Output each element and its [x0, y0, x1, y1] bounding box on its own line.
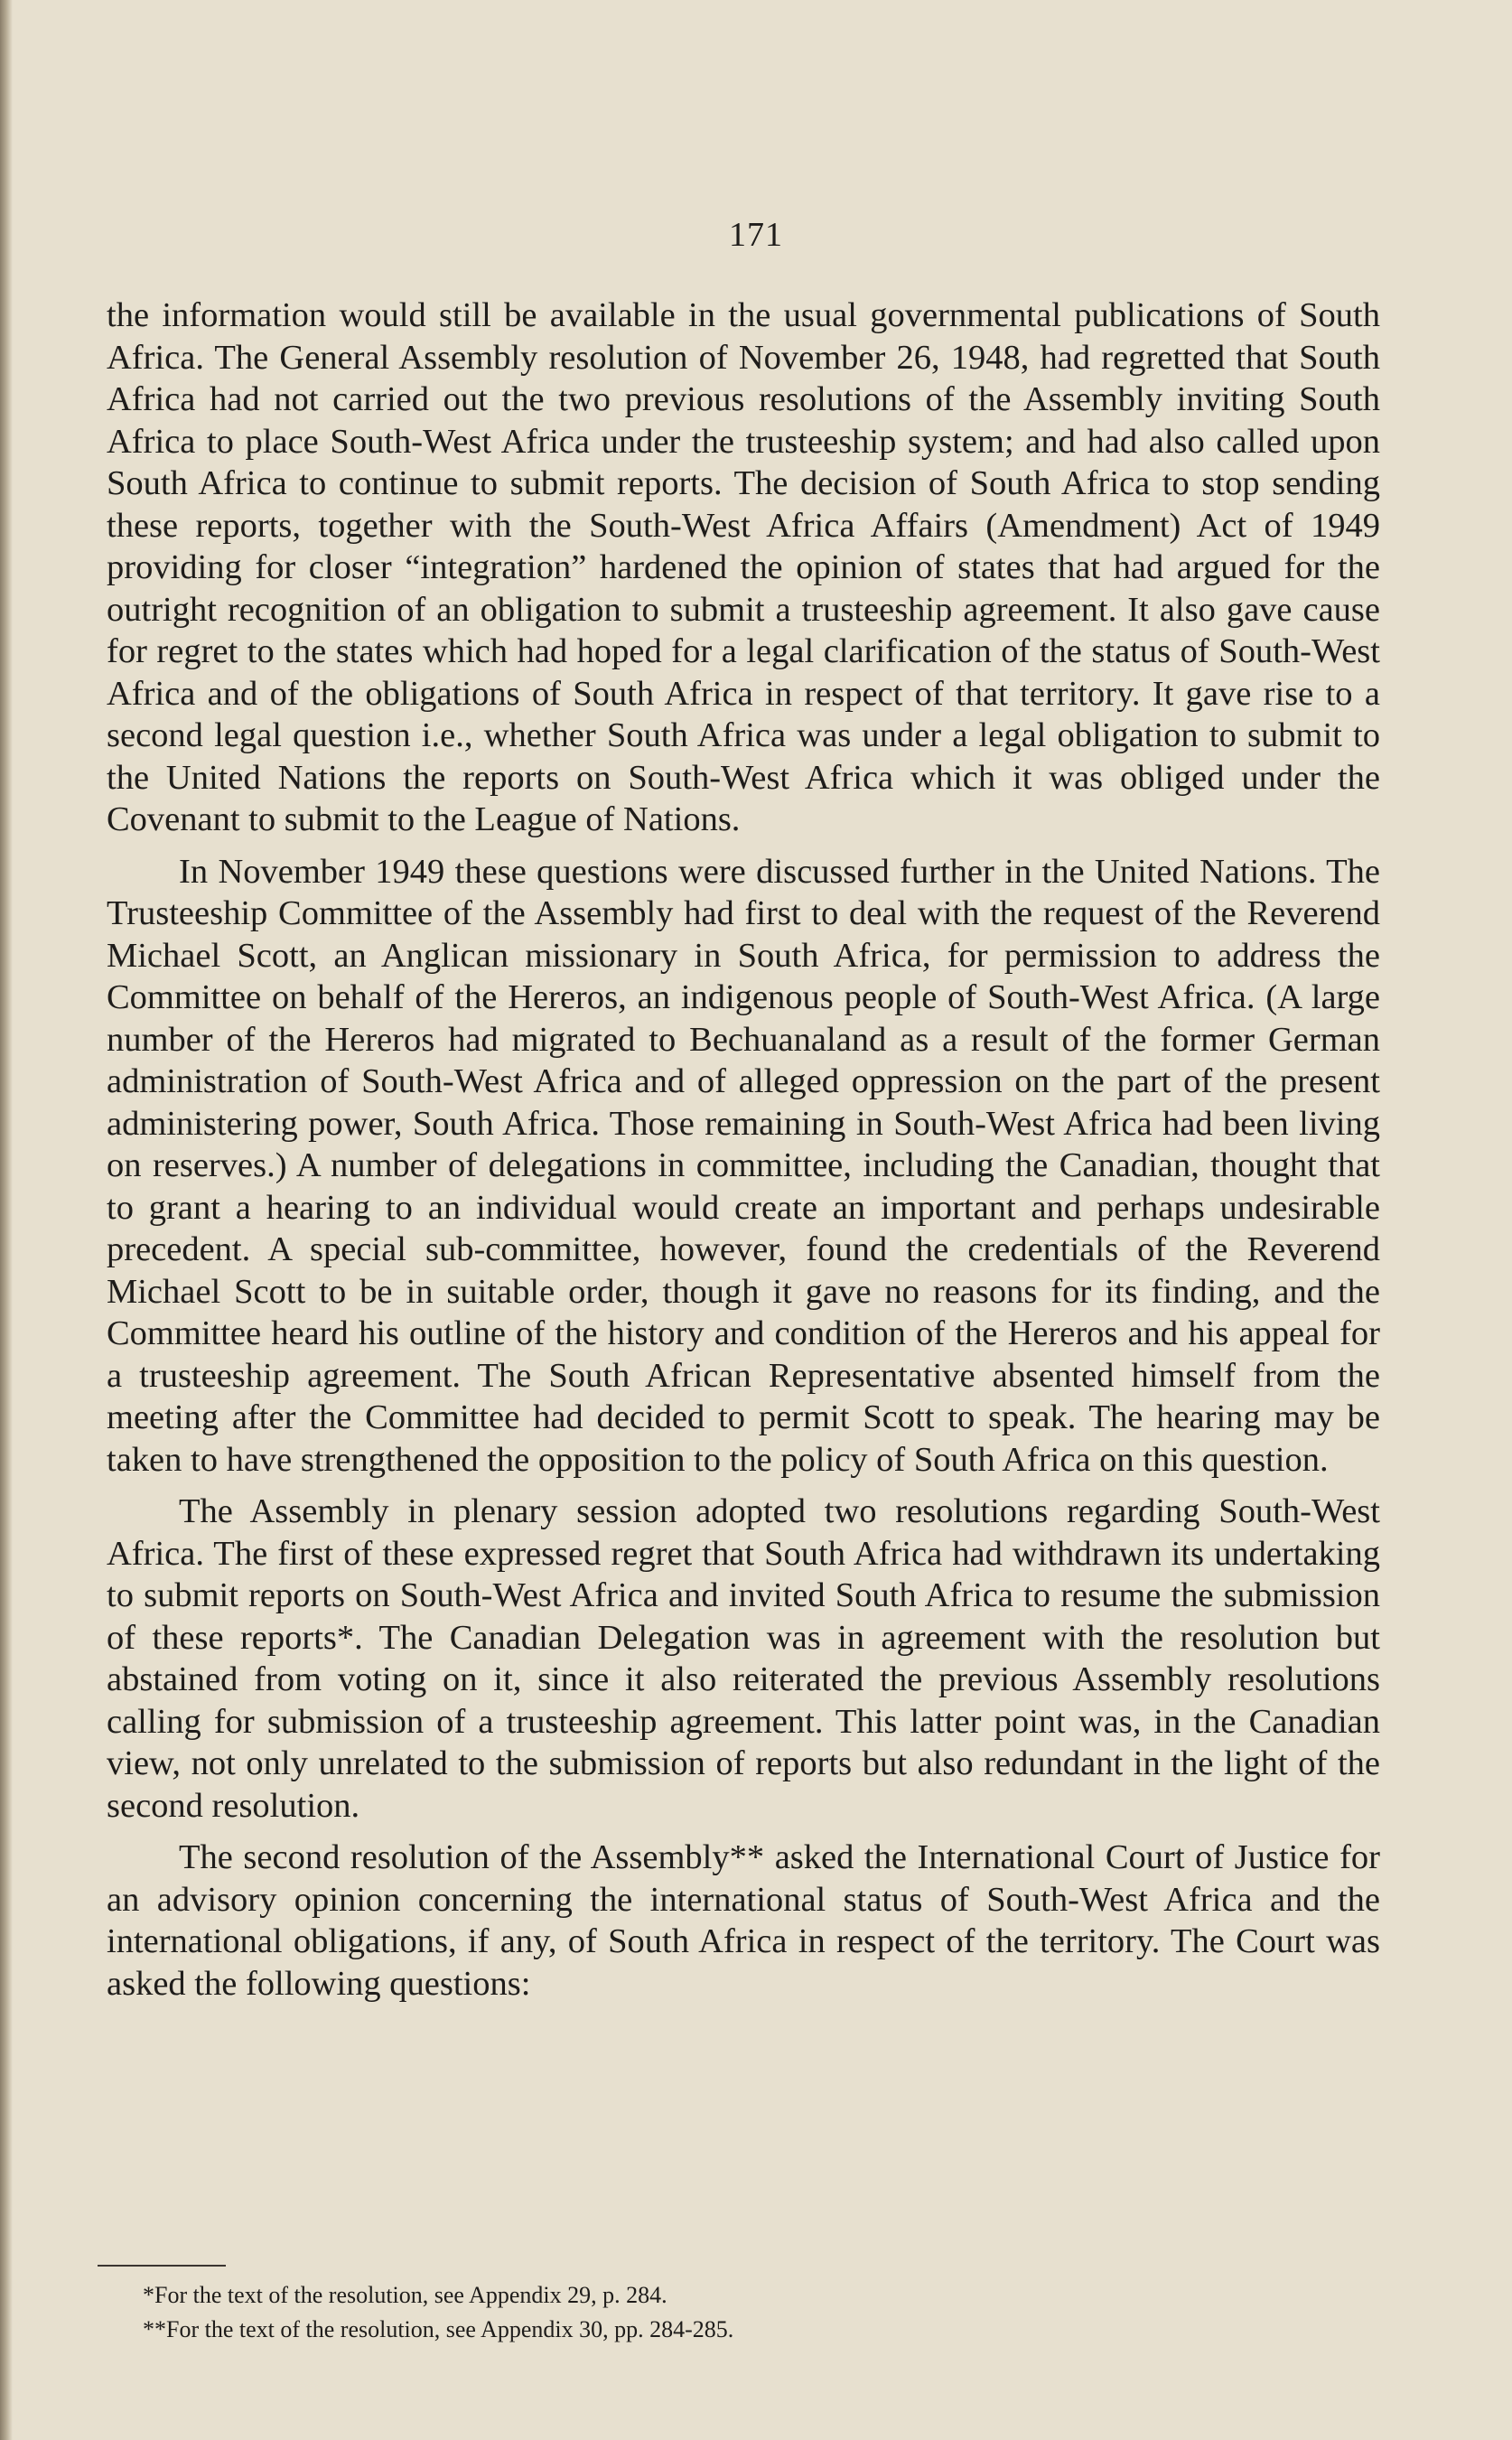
body-text	[107, 294, 1380, 2015]
paragraph-4: The second resolution of the Assembly** asked the International Court of Justice for an advisory opinion concerning the international status of South-West Africa and the international obligations, if any, of South Africa in respect of the territory. The Court was asked the following questions:	[107, 1838, 1380, 2003]
page-binding-edge	[0, 0, 13, 2440]
footnotes	[143, 2278, 1317, 2347]
footnote-2: **For the text of the resolution, see Appendix 30, pp. 284-285.	[143, 2316, 734, 2342]
page-number: 171	[729, 216, 783, 254]
paragraph-1: the information would still be available in the usual governmental publications of South Africa. The General Assembly resolution of November 26, 1948, had regretted that South Africa had not carried out the two previous resolutions of the Assembly inviting South Africa to place South-West Africa under the trusteeship system; and had also called upon South Africa to continue to submit reports. The decision of South Africa to stop sending these reports, together with the South-West Africa Affairs (Amendment) Act of 1949 providing for closer “integration” hardened the opinion of states that had argued for the outright recognition of an obligation to submit a trusteeship agreement. It also gave cause for regret to the states which had hoped for a legal clarification of the status of South-West Africa and of the obligations of South Africa in respect of that territory. It gave rise to a second legal question i.e., whether South Africa was under a legal obligation to submit to the United Nations the reports on South-West Africa which it was obliged under the Covenant to submit to the League of Nations.	[107, 296, 1380, 838]
paragraph-2: In November 1949 these questions were discussed further in the United Nations. The Trusteeship Committee of the Assembly had first to deal with the request of the Reverend Michael Scott, an Anglican missionary in South Africa, for permission to address the Committee on behalf of the Hereros, an indigenous people of South-West Africa. (A large number of the Hereros had migrated to Bechuanaland as a result of the former German administration of South-West Africa and of alleged oppression on the part of the present administering power, South Africa. Those remaining in South-West Africa had been living on reserves.) A number of delegations in committee, including the Canadian, thought that to grant a hearing to an individual would create an important and perhaps undesirable precedent. A special sub-committee, however, found the credentials of the Reverend Michael Scott to be in suitable order, though it gave no reasons for its finding, and the Committee heard his outline of the history and condition of the Hereros and his appeal for a trusteeship agreement. The South African Representative absented himself from the meeting after the Committee had decided to permit Scott to speak. The hearing may be taken to have strengthened the opposition to the policy of South Africa on this question.	[107, 852, 1380, 1479]
footnote-divider	[98, 2265, 226, 2267]
footnote-1: *For the text of the resolution, see Appendix 29, p. 284.	[143, 2282, 667, 2308]
paragraph-3: The Assembly in plenary session adopted two resolutions regarding South-West Africa. The first of these expressed regret that South Africa had withdrawn its undertaking to submit reports on South-West Africa and invited South Africa to resume the submission of these reports*. The Canadian Delegation was in agreement with the resolution but abstained from voting on it, since it also reiterated the previous Assembly resolutions calling for submission of a trusteeship agreement. This latter point was, in the Canadian view, not only unrelated to the submission of reports but also redundant in the light of the second resolution.	[107, 1492, 1380, 1825]
